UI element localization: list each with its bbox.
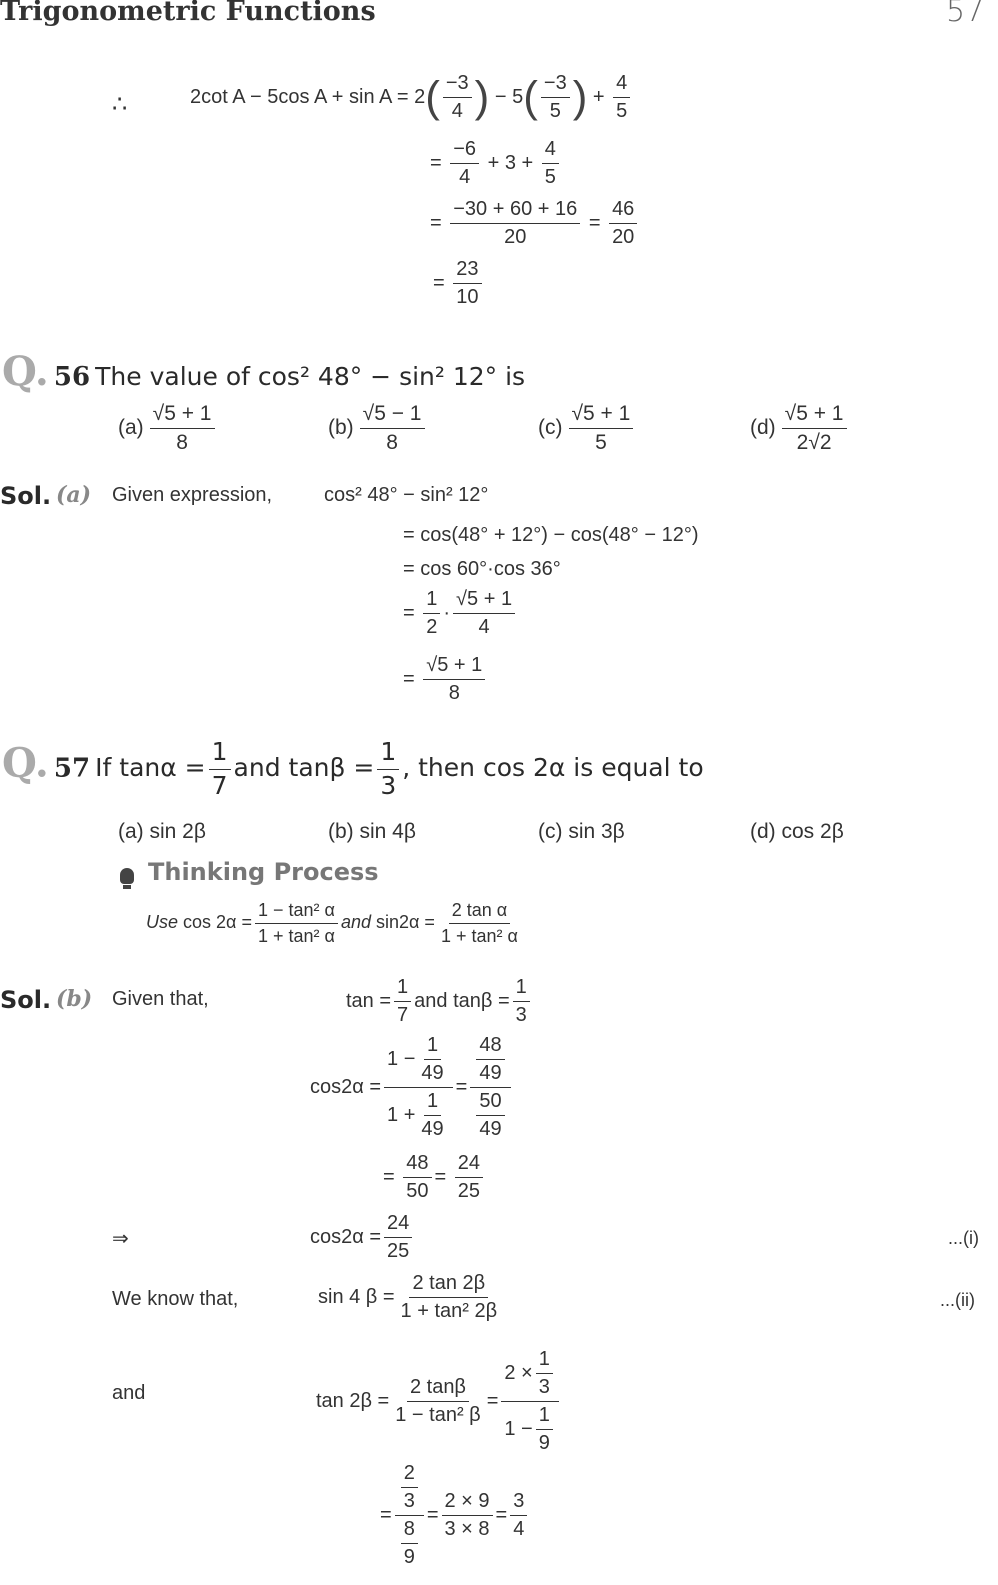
- therefore-symbol: ∴: [112, 91, 128, 118]
- solution-label: Sol.: [0, 482, 52, 510]
- option-a: (a) $\frac{√5 + 1}{8}$: [118, 402, 218, 455]
- lightbulb-icon: [120, 868, 134, 884]
- tan2b-derivation: tan 2β = $\frac{2 \tan\beta}{\text{1 − tan² β}}$ = 2 × $\frac{1}{3}$ 1 − $\frac{1}{9}$: [316, 1348, 562, 1455]
- cos2a-result: cos2α = $\frac{24}{25}$: [310, 1212, 415, 1263]
- sin4b-identity: sin 4 β = $\frac{2 \tan 2\beta}{\text{1 + tan² 2β}}$: [318, 1272, 498, 1322]
- prev-line-2: = $\frac{-6}{4}$ + 3 + $\frac{4}{5}$: [430, 138, 562, 189]
- thinking-process-hint: Use cos 2α = $\frac{\text{1 − tan² α}}{\text{1 + tan² α}}$ and sin2α = $\frac{\text{2 tan α}}{\text{1 + tan² α}}$: [146, 900, 518, 946]
- option-c: (c) $\frac{√5 + 1}{5}$: [538, 402, 636, 455]
- thinking-process-heading: Thinking Process: [120, 858, 379, 886]
- option-d: (d) cos 2β: [750, 820, 844, 843]
- cos2a-simplified: = $\frac{48}{50}$ = $\frac{24}{25}$: [383, 1152, 486, 1203]
- solution-label: Sol.: [0, 986, 52, 1014]
- solution-step-2: = cos 60°·cos 36°: [403, 558, 561, 580]
- question-text: If tanα = $\frac{1}{7}$ and tanβ = $\frac{1}{3}$ , then cos 2α is equal to: [95, 737, 704, 800]
- given-expression-label: Given expression,: [112, 484, 273, 506]
- question-mark-label: Q.: [2, 348, 49, 395]
- and-label: and: [112, 1382, 146, 1404]
- equation-tag-i: ...(i): [948, 1228, 979, 1248]
- question-number: 56: [53, 362, 91, 392]
- question-number: 57: [53, 753, 91, 784]
- solution-step-4: = $\frac{√5 + 1}{8}$: [403, 654, 488, 705]
- solution-answer: (b): [56, 986, 93, 1012]
- question-56-heading: [2, 348, 525, 395]
- solution-step-1: = cos(48° + 12°) − cos(48° − 12°): [403, 524, 699, 546]
- chapter-title: Trigonometric Functions: [0, 0, 376, 27]
- page-number: 57: [946, 0, 985, 29]
- we-know-label: We know that,: [112, 1288, 239, 1310]
- option-d: (d) $\frac{√5 + 1}{2√2}$: [750, 402, 850, 455]
- tan2b-simplified: = $\frac{\frac{2}{3}}{\frac{8}{9}}$ = $\frac{2 \times 9}{3 \times 8}$ = $\frac{3}{4}$: [380, 1462, 530, 1569]
- option-a: (a) sin 2β: [118, 820, 206, 843]
- question-57-heading: [2, 738, 704, 801]
- option-c: (c) sin 3β: [538, 820, 625, 843]
- prev-line-1: 2cot A − 5cos A + sin A = 2( $\frac{-3}{4}$ ) − 5( $\frac{-3}{5}$ ) + $\frac{4}{5}$: [190, 72, 633, 123]
- prev-line-4: = $\frac{23}{10}$: [433, 258, 485, 309]
- equation-tag-ii: ...(ii): [940, 1290, 975, 1310]
- given-expression: cos² 48° − sin² 12°: [324, 484, 489, 506]
- option-b: (b) sin 4β: [328, 820, 416, 843]
- solution-step-3: = $\frac{1}{2}$ · $\frac{√5 + 1}{4}$: [403, 588, 518, 639]
- option-b: (b) $\frac{√5 - 1}{8}$: [328, 402, 428, 455]
- implies-symbol: ⇒: [112, 1228, 129, 1250]
- given-that-label: Given that,: [112, 988, 209, 1010]
- cos2a-derivation: cos2α = 1 − $\frac{1}{49}$ 1 + $\frac{1}{49}$ = $\frac{\frac{48}{49}}{\frac{50}{49}}$: [310, 1034, 514, 1141]
- question-text: The value of cos² 48° − sin² 12° is: [95, 362, 526, 391]
- question-mark-label: Q.: [2, 739, 49, 787]
- prev-line-3: = $\frac{-30 + 60 + 16}{20}$ = $\frac{46}{20}$: [430, 198, 640, 249]
- given-values: tan = $\frac{1}{7}$ and tanβ = $\frac{1}{3}$: [346, 976, 533, 1027]
- solution-answer: (a): [56, 482, 92, 508]
